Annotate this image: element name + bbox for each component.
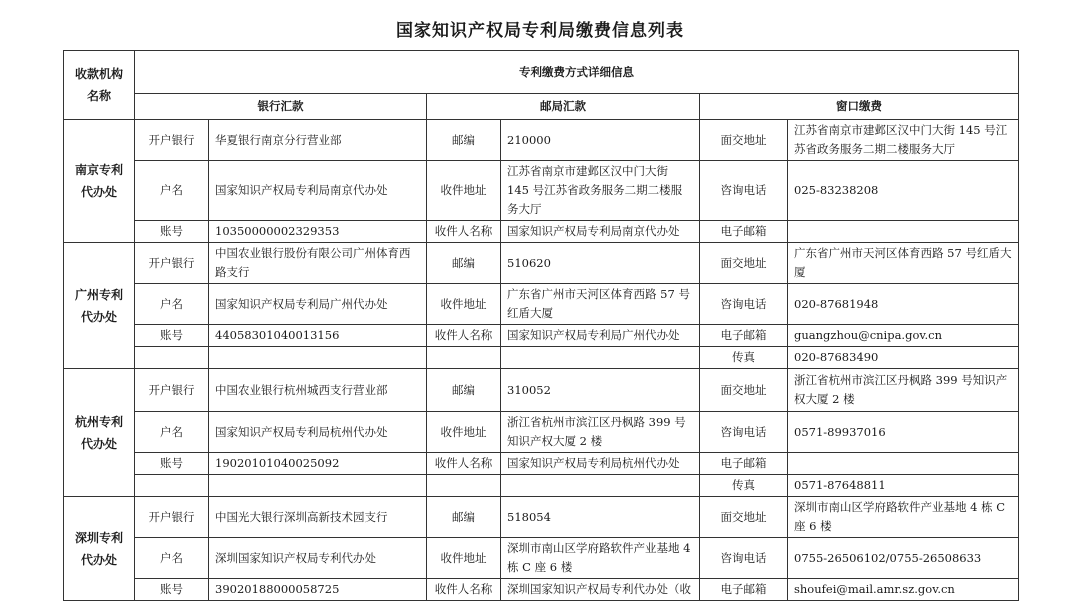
table-row [64, 538, 1019, 579]
post-label: 邮编 [427, 369, 501, 412]
bank-label: 账号 [135, 221, 209, 243]
post-value: 国家知识产权局专利局广州代办处 [501, 325, 700, 347]
table-row [64, 161, 1019, 221]
bank-value: 华夏银行南京分行营业部 [209, 120, 427, 161]
table-row [64, 284, 1019, 325]
post-value: 国家知识产权局专利局南京代办处 [501, 221, 700, 243]
bank-value: 中国农业银行股份有限公司广州体育西路支行 [209, 243, 427, 284]
bank-value: 国家知识产权局专利局广州代办处 [209, 284, 427, 325]
bank-label: 户名 [135, 412, 209, 453]
bank-label: 账号 [135, 325, 209, 347]
post-label [427, 475, 501, 497]
post-label: 收件人名称 [427, 579, 501, 601]
window-value: 020-87683490 [788, 347, 1019, 369]
window-value: 0755-26506102/0755-26508633 [788, 538, 1019, 579]
table-row [64, 369, 1019, 412]
bank-value: 中国光大银行深圳高新技术园支行 [209, 497, 427, 538]
table-row [64, 221, 1019, 243]
bank-label [135, 475, 209, 497]
window-value: guangzhou@cnipa.gov.cn [788, 325, 1019, 347]
window-label: 面交地址 [700, 243, 788, 284]
bank-label: 户名 [135, 538, 209, 579]
window-label: 电子邮箱 [700, 453, 788, 475]
post-label: 邮编 [427, 120, 501, 161]
window-label: 咨询电话 [700, 412, 788, 453]
bank-value [209, 475, 427, 497]
window-value [788, 453, 1019, 475]
window-value: 0571-87648811 [788, 475, 1019, 497]
bank-label: 账号 [135, 453, 209, 475]
window-label: 电子邮箱 [700, 579, 788, 601]
window-value: 广东省广州市天河区体育西路 57 号红盾大厦 [788, 243, 1019, 284]
office-name: 杭州专利 代办处 [64, 369, 135, 497]
office-name: 南京专利 代办处 [64, 120, 135, 243]
post-value: 深圳国家知识产权局专利代办处（收 [501, 579, 700, 601]
bank-value: 国家知识产权局专利局杭州代办处 [209, 412, 427, 453]
post-label: 邮编 [427, 497, 501, 538]
bank-value: 深圳国家知识产权局专利代办处 [209, 538, 427, 579]
post-label [427, 347, 501, 369]
bank-label: 开户银行 [135, 243, 209, 284]
bank-label: 开户银行 [135, 497, 209, 538]
window-label: 面交地址 [700, 369, 788, 412]
post-value [501, 347, 700, 369]
window-label: 电子邮箱 [700, 325, 788, 347]
post-value: 510620 [501, 243, 700, 284]
table-row [64, 579, 1019, 601]
post-label: 收件人名称 [427, 453, 501, 475]
post-transfer-header: 邮局汇款 [427, 94, 700, 120]
post-value [501, 475, 700, 497]
window-value: 0571-89937016 [788, 412, 1019, 453]
post-value: 518054 [501, 497, 700, 538]
bank-value: 中国农业银行杭州城西支行营业部 [209, 369, 427, 412]
bank-label [135, 347, 209, 369]
window-label: 咨询电话 [700, 284, 788, 325]
post-label: 收件地址 [427, 538, 501, 579]
window-value: 020-87681948 [788, 284, 1019, 325]
post-label: 收件人名称 [427, 221, 501, 243]
post-value: 310052 [501, 369, 700, 412]
table-row [64, 497, 1019, 538]
post-label: 收件地址 [427, 412, 501, 453]
post-label: 收件地址 [427, 284, 501, 325]
post-label: 邮编 [427, 243, 501, 284]
window-label: 面交地址 [700, 497, 788, 538]
table-row [64, 325, 1019, 347]
bank-label: 开户银行 [135, 120, 209, 161]
bank-value: 19020101040025092 [209, 453, 427, 475]
bank-transfer-header: 银行汇款 [135, 94, 427, 120]
window-value: shoufei@mail.amr.sz.gov.cn [788, 579, 1019, 601]
post-value: 国家知识产权局专利局杭州代办处 [501, 453, 700, 475]
office-name: 深圳专利 代办处 [64, 497, 135, 601]
table-row [64, 243, 1019, 284]
window-label: 咨询电话 [700, 538, 788, 579]
window-label: 面交地址 [700, 120, 788, 161]
table-row [64, 475, 1019, 497]
bank-value [209, 347, 427, 369]
bank-value: 国家知识产权局专利局南京代办处 [209, 161, 427, 221]
table-row [64, 412, 1019, 453]
post-value: 浙江省杭州市滨江区丹枫路 399 号知识产权大厦 2 楼 [501, 412, 700, 453]
post-value: 深圳市南山区学府路软件产业基地 4 栋 C 座 6 楼 [501, 538, 700, 579]
bank-label: 户名 [135, 284, 209, 325]
window-value [788, 221, 1019, 243]
table-row [64, 347, 1019, 369]
window-value: 深圳市南山区学府路软件产业基地 4 栋 C 座 6 楼 [788, 497, 1019, 538]
window-value: 025-83238208 [788, 161, 1019, 221]
org-column-header: 收款机构 名称 [64, 51, 135, 120]
window-payment-header: 窗口缴费 [700, 94, 1019, 120]
post-value: 江苏省南京市建邺区汉中门大街 145 号江苏省政务服务二期二楼服务大厅 [501, 161, 700, 221]
bank-value: 10350000002329353 [209, 221, 427, 243]
bank-label: 开户银行 [135, 369, 209, 412]
window-value: 江苏省南京市建邺区汉中门大街 145 号江苏省政务服务二期二楼服务大厅 [788, 120, 1019, 161]
window-label: 电子邮箱 [700, 221, 788, 243]
post-label: 收件人名称 [427, 325, 501, 347]
table-row [64, 453, 1019, 475]
page-title: 国家知识产权局专利局缴费信息列表 [396, 21, 684, 41]
window-label: 传真 [700, 475, 788, 497]
bank-label: 账号 [135, 579, 209, 601]
bank-value: 44058301040013156 [209, 325, 427, 347]
window-label: 咨询电话 [700, 161, 788, 221]
table-row [64, 120, 1019, 161]
post-label: 收件地址 [427, 161, 501, 221]
post-value: 广东省广州市天河区体育西路 57 号红盾大厦 [501, 284, 700, 325]
office-name: 广州专利 代办处 [64, 243, 135, 369]
window-value: 浙江省杭州市滨江区丹枫路 399 号知识产权大厦 2 楼 [788, 369, 1019, 412]
bank-label: 户名 [135, 161, 209, 221]
post-value: 210000 [501, 120, 700, 161]
bank-value: 39020188000058725 [209, 579, 427, 601]
fee-info-table [63, 50, 1019, 601]
window-label: 传真 [700, 347, 788, 369]
details-header: 专利缴费方式详细信息 [135, 51, 1019, 94]
